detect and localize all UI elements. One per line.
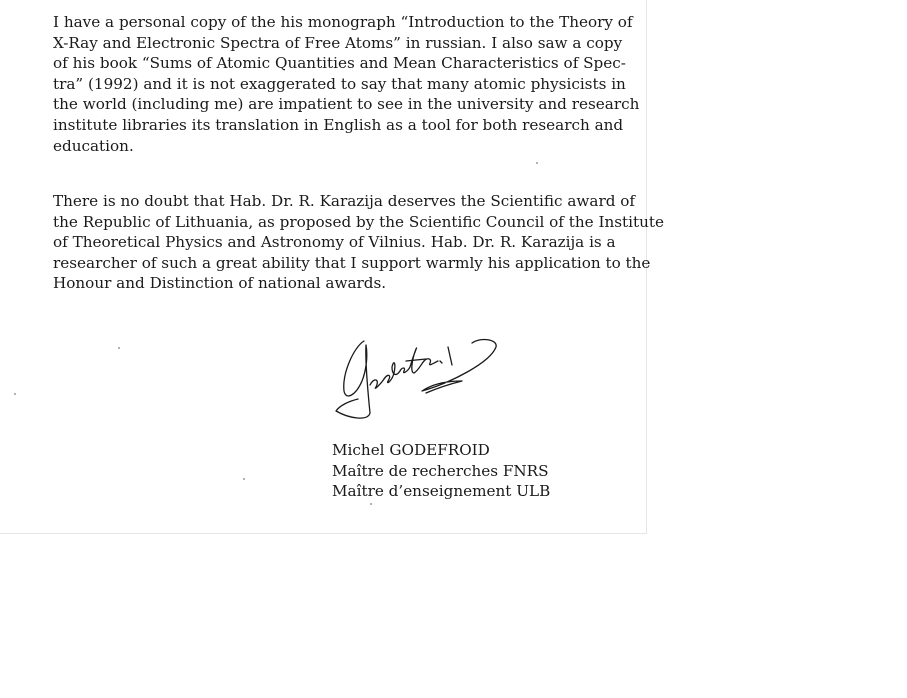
text-line: tra” (1992) and it is not exaggerated to say that many atomic physicists in bbox=[53, 74, 626, 93]
scan-speck bbox=[14, 393, 16, 395]
text-line: X-Ray and Electronic Spectra of Free Atoms” in russian. I also saw a copy bbox=[53, 33, 623, 52]
scan-speck bbox=[118, 347, 120, 349]
scan-speck bbox=[370, 503, 372, 505]
signatory-title: Maître d’enseignement ULB bbox=[332, 482, 551, 501]
text-line: institute libraries its translation in English as a tool for both research and bbox=[53, 115, 624, 134]
paragraph-monograph bbox=[53, 12, 640, 156]
text-line: There is no doubt that Hab. Dr. R. Karazija deserves the Scientific award of bbox=[53, 192, 636, 210]
text-line: researcher of such a great ability that I support warmly his application to the bbox=[53, 253, 651, 272]
signatory-name: Michel GODEFROID bbox=[332, 441, 490, 459]
signature-block bbox=[332, 440, 550, 502]
text-line: of Theoretical Physics and Astronomy of Vilnius. Hab. Dr. R. Karazija is a bbox=[53, 233, 616, 252]
text-line: Honour and Distinction of national awards. bbox=[53, 274, 387, 293]
text-line: of his book “Sums of Atomic Quantities and Mean Characteristics of Spec- bbox=[53, 54, 626, 73]
text-line: education. bbox=[53, 136, 134, 155]
signatory-title: Maître de recherches FNRS bbox=[332, 461, 549, 480]
handwritten-signature bbox=[330, 333, 502, 425]
text-line: the Republic of Lithuania, as proposed by the Scientific Council of the Institute bbox=[53, 212, 664, 231]
paragraph-award bbox=[53, 191, 664, 294]
text-line: the world (including me) are impatient to see in the university and research bbox=[53, 95, 640, 114]
scan-speck bbox=[536, 162, 538, 164]
scan-speck bbox=[243, 478, 245, 480]
text-line: I have a personal copy of the his monograph “Introduction to the Theory of bbox=[53, 13, 633, 31]
